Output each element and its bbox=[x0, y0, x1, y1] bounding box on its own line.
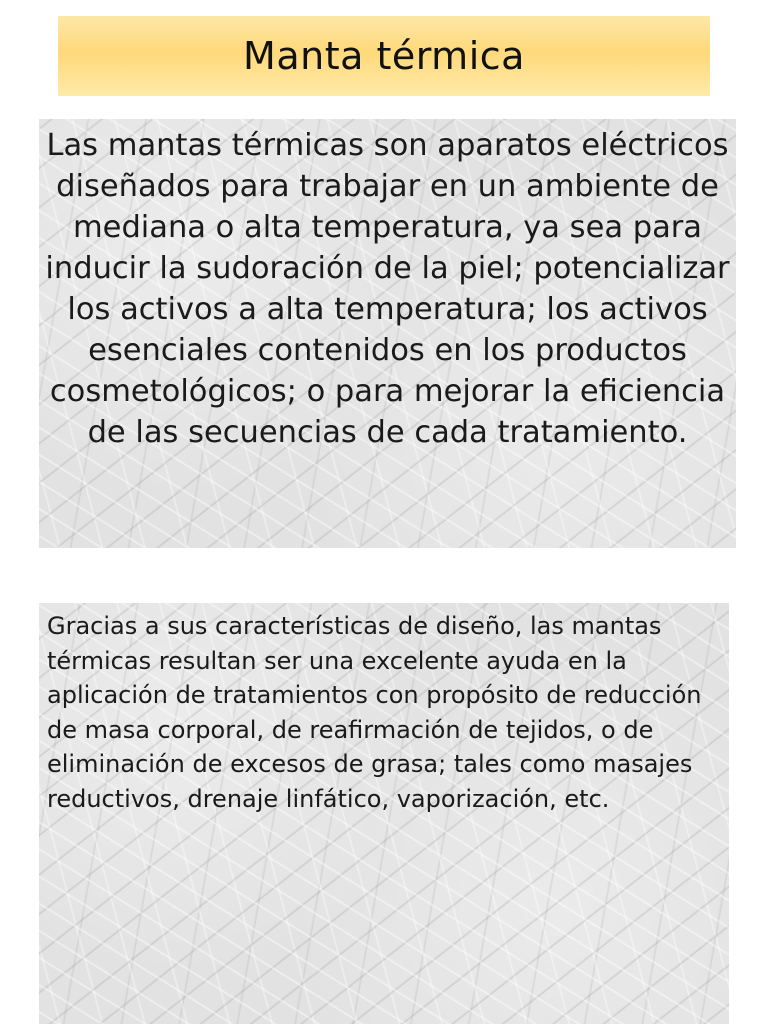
definition-paragraph: Las mantas térmicas son aparatos eléctricos diseñados para trabajar en un ambiente de mediana o alta temperatura, ya sea para inducir la sudoración de la piel; potencializar los activos a alta temperatura; los activos esenciales contenidos en los productos cosmetológicos; o para mejorar la eficiencia de las secuencias de cada tratamiento. bbox=[45, 128, 730, 450]
benefits-paragraph: Gracias a sus características de diseño, las mantas térmicas resultan ser una excelente ayuda en la aplicación de tratamientos con propósito de reducción de masa corporal, de reafirmación de tejidos, o de eliminación de excesos de grasa; tales como masajes reductivos, drenaje linfático, vaporización, etc. bbox=[47, 612, 702, 813]
marble-text-box-benefits bbox=[39, 603, 729, 1024]
slide-title: Manta térmica bbox=[243, 34, 525, 78]
marble-text-box-definition bbox=[39, 119, 736, 548]
title-banner bbox=[58, 16, 710, 96]
